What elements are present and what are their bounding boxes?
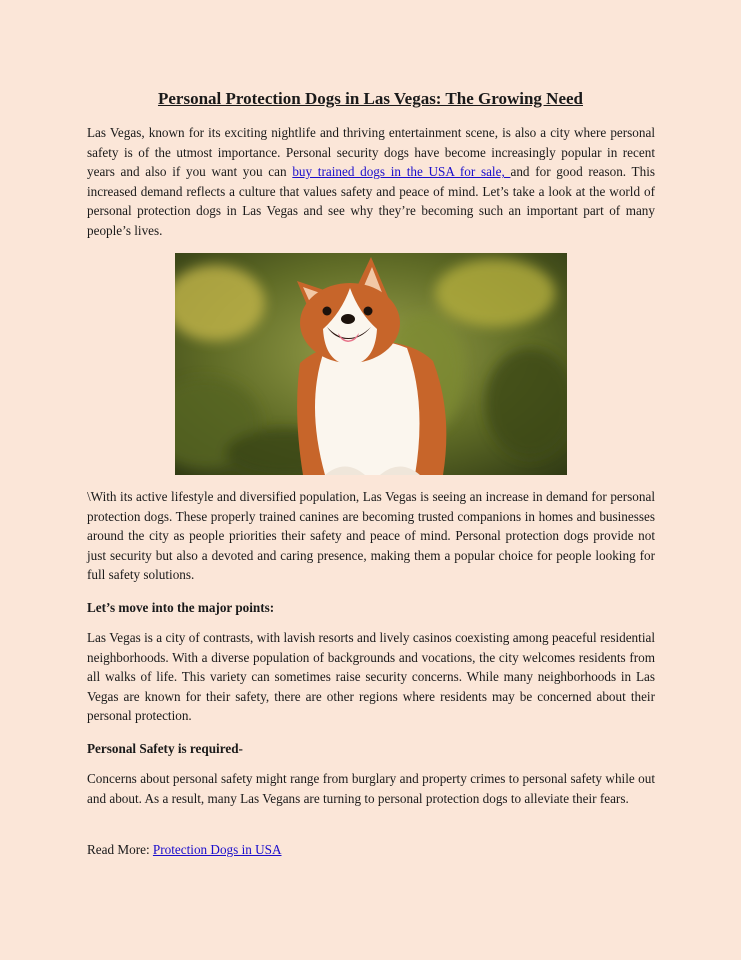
city-contrasts-paragraph: Las Vegas is a city of contrasts, with lavish resorts and lively casinos coexisting among peaceful residential neighborhoods. With a diverse population of backgrounds and vocations, the city welcomes residents from all walks of life. This variety can sometimes raise security concerns. While many neighborhoods in Las Vegas are known for their safety, there are other regions where residents may be concerned about their personal protection. (87, 630, 655, 724)
intro-text-end: and for good reason. This increased demand reflects a culture that values safety and peace of mind. Let’s take a look at the world of personal protection dogs in Las Vegas and see why they’re becoming such an important part of many people’s lives. (87, 164, 656, 238)
read-more-line (87, 840, 655, 860)
read-more-label: Read More: (87, 842, 153, 857)
intro-text-start: Las Vegas, known for its exciting nightlife and thriving entertainment scene, is also a city where personal safety is of the utmost importance. Personal security dogs have become increasingly popular in recent years and also if you want you can (87, 125, 655, 180)
lifestyle-paragraph: \With its active lifestyle and diversified population, Las Vegas is seeing an increase in demand for personal protection dogs. These properly trained canines are becoming trusted companions in homes and businesses around the city as people priorities their safety and peace of mind. Personal protection dogs provide not just security but also a devoted and caring presence, making them a popular choice for people looking for full safety solutions. (87, 489, 655, 583)
major-points-heading: Let’s move into the major points: (87, 600, 275, 615)
intro-paragraph (87, 123, 655, 241)
personal-safety-heading: Personal Safety is required- (87, 741, 243, 756)
protection-dogs-link[interactable]: Protection Dogs in USA (152, 842, 282, 857)
buy-trained-dogs-link[interactable]: buy trained dogs in the USA for sale, (292, 164, 511, 180)
safety-concerns-paragraph: Concerns about personal safety might range from burglary and property crimes to personal safety while out and about. As a result, many Las Vegans are turning to personal protection dogs to alleviate their fears. (87, 771, 655, 806)
page-title: Personal Protection Dogs in Las Vegas: The Growing Need (157, 89, 583, 108)
corgi-dog-photo (175, 253, 567, 475)
